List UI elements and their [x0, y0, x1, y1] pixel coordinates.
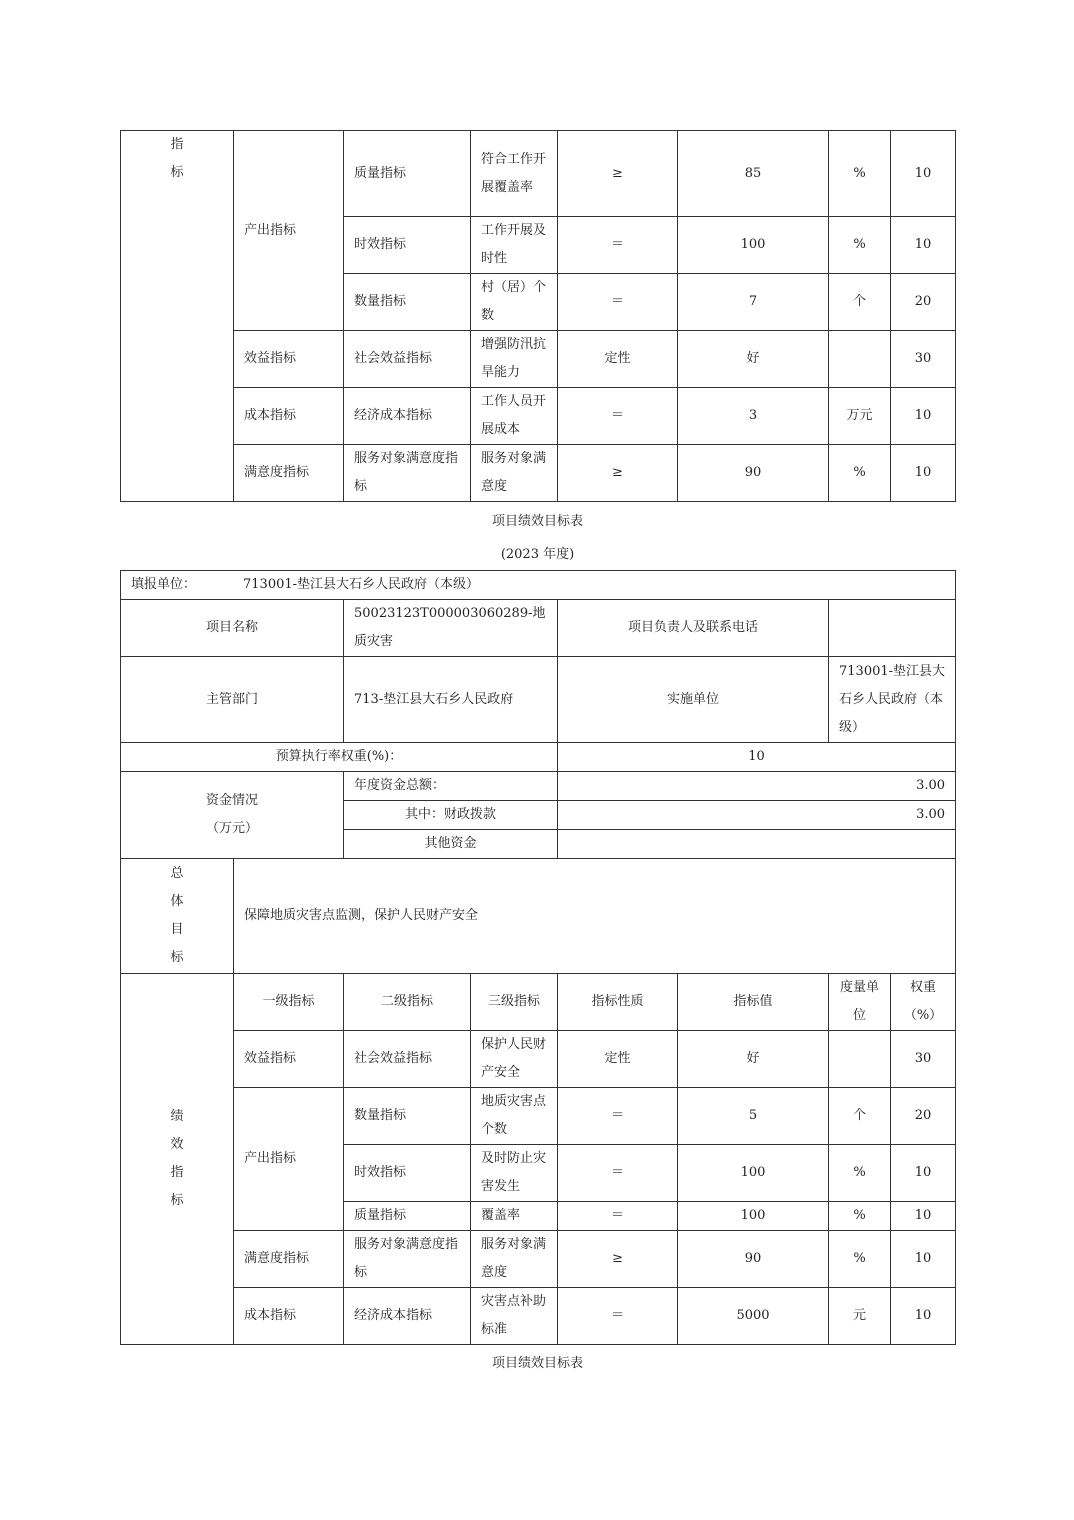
- value-cell: 90: [678, 1231, 829, 1288]
- nature-cell: ＝: [558, 1288, 678, 1345]
- impl-value: 713001-垫江县大石乡人民政府（本级）: [829, 657, 956, 743]
- level2-cell: 社会效益指标: [344, 331, 471, 388]
- level3-cell: 服务对象满意度: [471, 1231, 558, 1288]
- header-value: 指标值: [678, 974, 829, 1031]
- value-cell: 85: [678, 131, 829, 217]
- unit-cell: [829, 331, 891, 388]
- level2-cell: 时效指标: [344, 1145, 471, 1202]
- level3-cell: 服务对象满意度: [471, 445, 558, 502]
- funds-other-label: 其他资金: [344, 830, 558, 859]
- funds-title: 资金情况: [205, 793, 258, 808]
- project-name-value: 50023123T000003060289-地质灾害: [344, 600, 558, 657]
- value-cell: 100: [678, 1202, 829, 1231]
- table-caption: 项目绩效目标表: [491, 514, 583, 529]
- budget-rate-label: 预算执行率权重(%)：: [121, 743, 558, 772]
- level2-cell: 时效指标: [344, 217, 471, 274]
- funds-fiscal-label: 其中：财政拨款: [344, 801, 558, 830]
- level1-cell: 满意度指标: [234, 1231, 344, 1288]
- value-cell: 100: [678, 217, 829, 274]
- nature-cell: ＝: [558, 274, 678, 331]
- level3-cell: 工作人员开展成本: [471, 388, 558, 445]
- level2-cell: 服务对象满意度指标: [344, 1231, 471, 1288]
- level3-cell: 灾害点补助标准: [471, 1288, 558, 1345]
- funds-fiscal-value: 3.00: [558, 801, 956, 830]
- goal-label: 总体目标: [121, 859, 234, 974]
- value-cell: 90: [678, 445, 829, 502]
- level1-cell: 效益指标: [234, 331, 344, 388]
- fill-unit-value: 713001-垫江县大石乡人民政府（本级）: [243, 577, 480, 592]
- funds-total-value: 3.00: [558, 772, 956, 801]
- nature-cell: ≥: [558, 1231, 678, 1288]
- level3-cell: 及时防止灾害发生: [471, 1145, 558, 1202]
- header-l3: 三级指标: [471, 974, 558, 1031]
- level2-cell: 质量指标: [344, 1202, 471, 1231]
- funds-label: [121, 772, 344, 859]
- nature-cell: ≥: [558, 131, 678, 217]
- nature-cell: ＝: [558, 1145, 678, 1202]
- nature-cell: 定性: [558, 331, 678, 388]
- contact-label: 项目负责人及联系电话: [558, 600, 829, 657]
- value-cell: 5000: [678, 1288, 829, 1345]
- unit-cell: %: [829, 217, 891, 274]
- level1-cell: 效益指标: [234, 1031, 344, 1088]
- weight-cell: 30: [891, 1031, 956, 1088]
- fill-unit-row: [121, 571, 956, 600]
- funds-total-label: 年度资金总额：: [344, 772, 558, 801]
- level2-cell: 数量指标: [344, 1088, 471, 1145]
- indicator-side-label: 指标: [121, 131, 234, 502]
- nature-cell: ≥: [558, 445, 678, 502]
- level1-cell: 产出指标: [234, 131, 344, 331]
- level2-cell: 经济成本指标: [344, 388, 471, 445]
- header-l1: 一级指标: [234, 974, 344, 1031]
- nature-cell: ＝: [558, 388, 678, 445]
- weight-cell: 20: [891, 274, 956, 331]
- nature-cell: ＝: [558, 217, 678, 274]
- unit-cell: %: [829, 131, 891, 217]
- header-unit: 度量单位: [829, 974, 891, 1031]
- level2-cell: 数量指标: [344, 274, 471, 331]
- goal-text: 保障地质灾害点监测，保护人民财产安全: [234, 859, 956, 974]
- level3-cell: 村（居）个数: [471, 274, 558, 331]
- nature-cell: ＝: [558, 1088, 678, 1145]
- value-cell: 7: [678, 274, 829, 331]
- header-nature: 指标性质: [558, 974, 678, 1031]
- weight-cell: 10: [891, 1202, 956, 1231]
- level3-cell: 保护人民财产安全: [471, 1031, 558, 1088]
- table-year: (2023 年度): [500, 547, 575, 562]
- weight-cell: 10: [891, 217, 956, 274]
- value-cell: 100: [678, 1145, 829, 1202]
- performance-table: [120, 570, 956, 1345]
- unit-cell: %: [829, 1145, 891, 1202]
- weight-cell: 10: [891, 131, 956, 217]
- budget-rate-value: 10: [558, 743, 956, 772]
- level2-cell: 质量指标: [344, 131, 471, 217]
- unit-cell: 元: [829, 1288, 891, 1345]
- performance-table-continued: [120, 130, 956, 502]
- value-cell: 好: [678, 1031, 829, 1088]
- unit-cell: %: [829, 445, 891, 502]
- level1-cell: 产出指标: [234, 1088, 344, 1231]
- unit-cell: 个: [829, 274, 891, 331]
- value-cell: 3: [678, 388, 829, 445]
- weight-cell: 30: [891, 331, 956, 388]
- nature-cell: ＝: [558, 1202, 678, 1231]
- fill-unit-label: 填报单位：: [131, 577, 197, 592]
- impl-label: 实施单位: [558, 657, 829, 743]
- project-name-label: 项目名称: [121, 600, 344, 657]
- weight-cell: 10: [891, 1145, 956, 1202]
- value-cell: 好: [678, 331, 829, 388]
- weight-cell: 10: [891, 388, 956, 445]
- level3-cell: 地质灾害点个数: [471, 1088, 558, 1145]
- weight-cell: 10: [891, 1288, 956, 1345]
- table-caption-bottom: 项目绩效目标表: [491, 1356, 583, 1371]
- contact-value: [829, 600, 956, 657]
- level2-cell: 服务对象满意度指标: [344, 445, 471, 502]
- unit-cell: 个: [829, 1088, 891, 1145]
- weight-cell: 10: [891, 445, 956, 502]
- level3-cell: 增强防汛抗旱能力: [471, 331, 558, 388]
- funds-unit: （万元）: [205, 821, 258, 836]
- level1-cell: 成本指标: [234, 388, 344, 445]
- dept-value: 713-垫江县大石乡人民政府: [344, 657, 558, 743]
- level3-cell: 符合工作开展覆盖率: [471, 131, 558, 217]
- perf-label: 绩效指标: [121, 974, 234, 1345]
- unit-cell: 万元: [829, 388, 891, 445]
- header-weight: 权重（%）: [891, 974, 956, 1031]
- nature-cell: 定性: [558, 1031, 678, 1088]
- level1-cell: 满意度指标: [234, 445, 344, 502]
- unit-cell: %: [829, 1202, 891, 1231]
- weight-cell: 20: [891, 1088, 956, 1145]
- level3-cell: 工作开展及时性: [471, 217, 558, 274]
- unit-cell: %: [829, 1231, 891, 1288]
- value-cell: 5: [678, 1088, 829, 1145]
- weight-cell: 10: [891, 1231, 956, 1288]
- header-l2: 二级指标: [344, 974, 471, 1031]
- funds-other-value: [558, 830, 956, 859]
- level3-cell: 覆盖率: [471, 1202, 558, 1231]
- unit-cell: [829, 1031, 891, 1088]
- dept-label: 主管部门: [121, 657, 344, 743]
- level1-cell: 成本指标: [234, 1288, 344, 1345]
- level2-cell: 经济成本指标: [344, 1288, 471, 1345]
- level2-cell: 社会效益指标: [344, 1031, 471, 1088]
